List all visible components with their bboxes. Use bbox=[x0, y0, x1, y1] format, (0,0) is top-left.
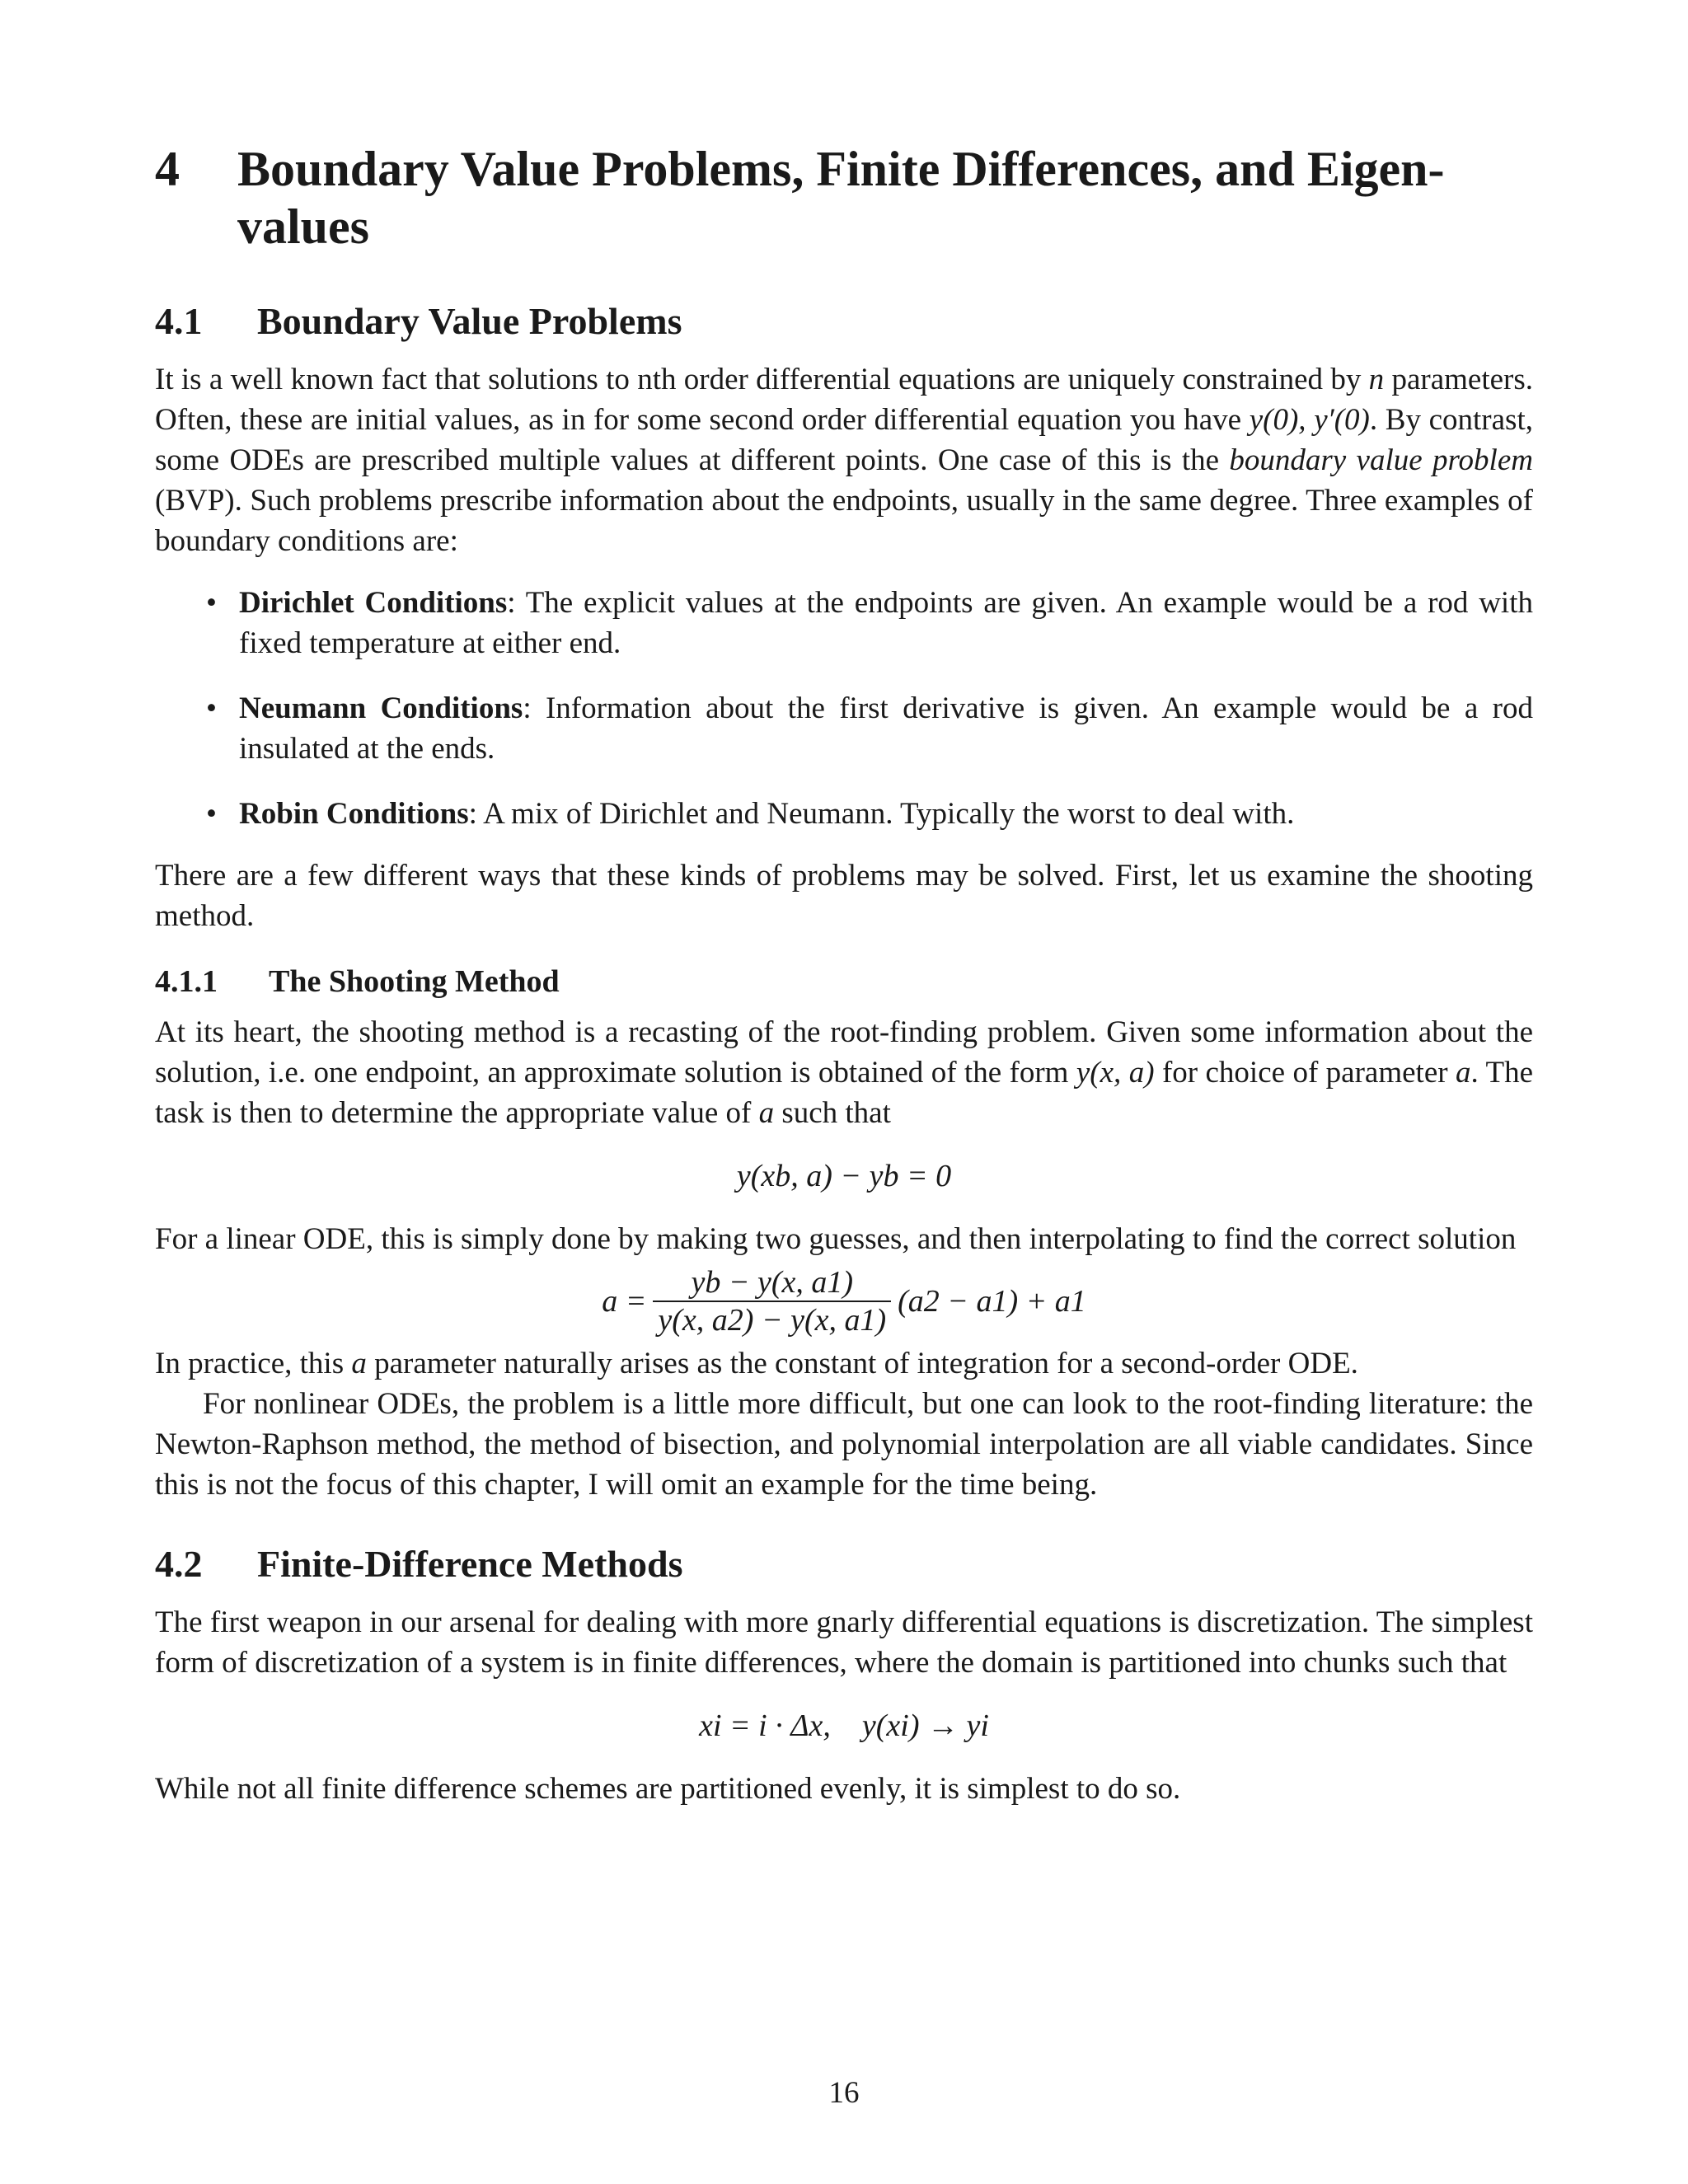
subsection-number: 4.1.1 bbox=[155, 964, 218, 999]
intro-paragraph: It is a well known fact that solutions to nth order differential equations are uniquely constrained by n parameters. Often, these are initial values, as in for some second order differential equation you have y(0), y′(0). By contrast, some ODEs are prescribed multiple values at different points. One case of this is the boundary value problem (BVP). Such problems prescribe information about the endpoints, usually in the same degree. Three examples of boundary conditions are: bbox=[155, 363, 1533, 558]
section-heading-4-2 bbox=[155, 1541, 1533, 1587]
section-title: Boundary Value Problems bbox=[257, 300, 682, 342]
equation-lhs: a = bbox=[602, 1284, 647, 1319]
chapter-heading bbox=[155, 140, 1533, 255]
math-initial-values: y(0), y′(0) bbox=[1249, 403, 1370, 437]
subsection-title: The Shooting Method bbox=[269, 964, 560, 999]
equation-discretization: xi = i · Δx, y(xi) → yi bbox=[699, 1708, 989, 1743]
list-item: • Robin Conditions: A mix of Dirichlet and Neumann. Typically the worst to deal with. bbox=[239, 794, 1533, 834]
list-item: • Neumann Conditions: Information about the first derivative is given. An example would be a rod insulated at the ends. bbox=[239, 688, 1533, 769]
subsection-heading-4-1-1 bbox=[155, 961, 1533, 1002]
fd-paragraph-2: While not all finite difference schemes are partitioned evenly, it is simplest to do so. bbox=[155, 1772, 1181, 1806]
paragraph-after-list: There are a few different ways that these kinds of problems may be solved. First, let us examine the shooting method. bbox=[155, 859, 1533, 933]
section-number: 4.1 bbox=[155, 300, 203, 342]
shooting-paragraph-2: For a linear ODE, this is simply done by making two guesses, and then interpolating to find the correct solution bbox=[155, 1222, 1517, 1256]
boundary-conditions-list bbox=[155, 583, 1533, 834]
list-item: • Dirichlet Conditions: The explicit values at the endpoints are given. An example would be a rod with fixed temperature at either end. bbox=[239, 583, 1533, 663]
chapter-title: Boundary Value Problems, Finite Differences, and Eigen-values bbox=[237, 142, 1445, 254]
section-number: 4.2 bbox=[155, 1543, 203, 1585]
shooting-paragraph-1: At its heart, the shooting method is a recasting of the root-finding problem. Given some information about the solution, i.e. one endpoint, an approximate solution is obtained of the form y(x, a) for choice of parameter a. The task is then to determine the appropriate value of a such that bbox=[155, 1015, 1533, 1130]
page-number: 16 bbox=[828, 2076, 860, 2110]
equation-shooting-root: y(xb, a) − yb = 0 bbox=[736, 1159, 952, 1193]
fraction-numerator: yb − y(x, a1) bbox=[691, 1265, 854, 1300]
shooting-paragraph-3: In practice, this a parameter naturally arises as the constant of integration for a second-order ODE. bbox=[155, 1347, 1358, 1380]
term-bvp: boundary value problem bbox=[1229, 443, 1533, 477]
fd-paragraph-1: The first weapon in our arsenal for dealing with more gnarly differential equations is discretization. The simplest form of discretization of a system is in finite differences, where the domain is partitioned into chunks such that bbox=[155, 1605, 1533, 1680]
equation-rhs: (a2 − a1) + a1 bbox=[898, 1284, 1086, 1319]
fraction-denominator: y(x, a2) − y(x, a1) bbox=[653, 1301, 891, 1338]
fraction bbox=[653, 1264, 891, 1338]
section-title: Finite-Difference Methods bbox=[257, 1543, 683, 1585]
section-heading-4-1 bbox=[155, 298, 1533, 344]
equation-interpolation bbox=[155, 1264, 1533, 1338]
chapter-number: 4 bbox=[155, 142, 180, 196]
math-n: n bbox=[1368, 363, 1385, 396]
page-content bbox=[155, 140, 1533, 1809]
shooting-paragraph-4: For nonlinear ODEs, the problem is a little more difficult, but one can look to the root-finding literature: the Newton-Raphson method, the method of bisection, and polynomial interpolation are all viable candidates. Since this is not the focus of this chapter, I will omit an example for the time being. bbox=[155, 1387, 1533, 1502]
